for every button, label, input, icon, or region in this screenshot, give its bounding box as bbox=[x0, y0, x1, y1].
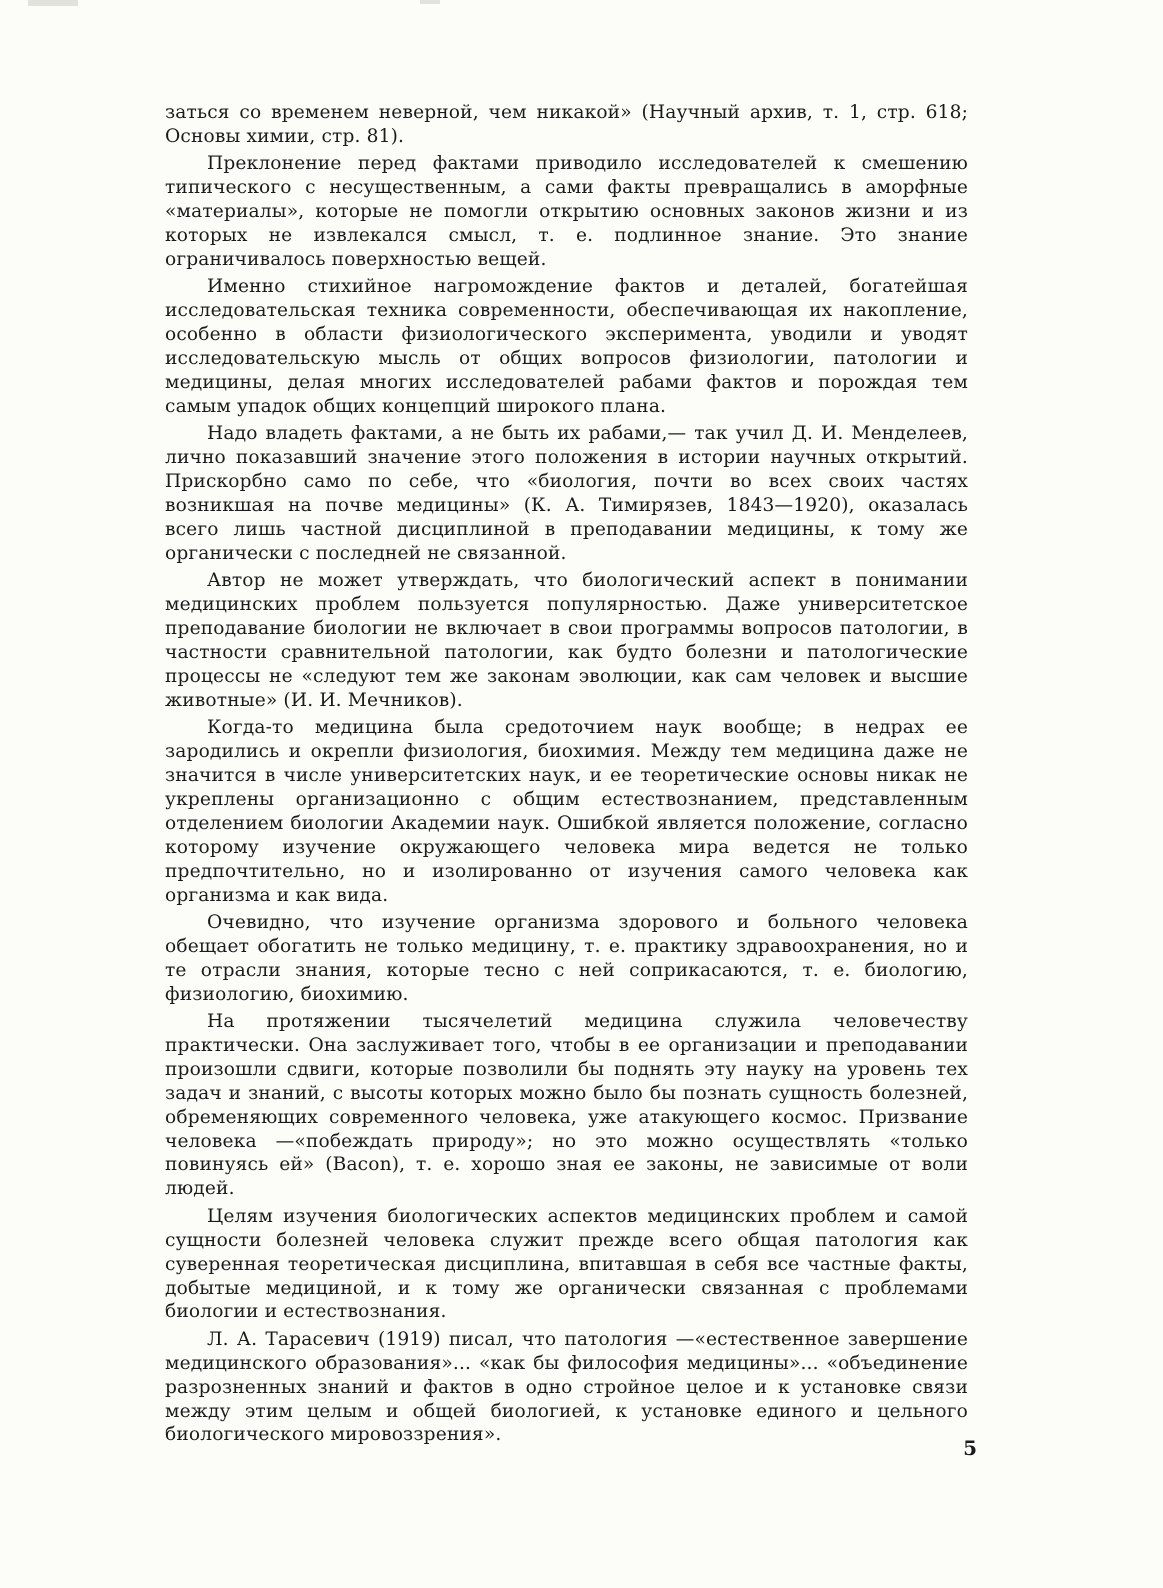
paragraph: Целям изучения биологических аспектов медицинских проблем и самой сущности болезней человека служит прежде всего общая патология как суверенная теоретическая дисциплина, впитавшая в себя все частные факты, добытые медициной, и к тому же органически связанная с проблемами биологии и естествознания. bbox=[165, 1205, 968, 1323]
paragraph: На протяжении тысячелетий медицина служила человечеству практически. Она заслуживает того, чтобы в ее организации и преподавании произошли сдвиги, которые позволили бы поднять эту науку на уровень тех задач и знаний, с высоты которых можно было бы познать сущность болезней, обременяющих современного человека, уже атакующего космос. Призвание человека —«побеждать природу»; но это можно осуществлять «только повинуясь ей» (Bacon), т. е. хорошо зная ее законы, не зависимые от воли людей. bbox=[165, 1011, 968, 1200]
body-text bbox=[165, 101, 968, 1451]
page-number: 5 bbox=[963, 1436, 977, 1460]
scan-artifact bbox=[420, 0, 440, 4]
paragraph: Преклонение перед фактами приводило исследователей к смешению типического с несущественным, а сами факты превращались в аморфные «материалы», которые не помогли открытию основных законов жизни и из которых не извлекался смысл, т. е. подлинное знание. Это знание ограничивалось поверхностью вещей. bbox=[165, 153, 968, 270]
paragraph: Л. А. Тарасевич (1919) писал, что патология —«естественное завершение медицинского образования»... «как бы философия медицины»... «объединение разрозненных знаний и фактов в одно стройное целое и к установке связи между этим целым и общей биологией, к установке единого и цельного биологического мировоззрения». bbox=[165, 1328, 968, 1446]
paragraph: Когда-то медицина была средоточием наук вообще; в недрах ее зародились и окрепли физиология, биохимия. Между тем медицина даже не значится в числе университетских наук, и ее теоретические основы никак не укреплены организационно с общим естествознанием, представленным отделением биологии Академии наук. Ошибкой является положение, согласно которому изучение окружающего человека мира ведется не только предпочтительно, но и изолированно от изучения самого человека как организма и как вида. bbox=[165, 717, 968, 906]
paragraph: Очевидно, что изучение организма здорового и больного человека обещает обогатить не только медицину, т. е. практику здравоохранения, но и те отрасли знания, которые тесно с ней соприкасаются, т. е. биологию, физиологию, биохимию. bbox=[165, 911, 968, 1005]
scan-artifact bbox=[28, 0, 78, 6]
paragraph: заться со временем неверной, чем никакой» (Научный архив, т. 1, стр. 618; Основы химии, стр. 81). bbox=[165, 102, 968, 147]
paragraph: Надо владеть фактами, а не быть их рабами,— так учил Д. И. Менделеев, лично показавший значение этого положения в истории научных открытий. Прискорбно само по себе, что «биология, почти во всех своих частях возникшая на почве медицины» (К. А. Тимирязев, 1843—1920), оказалась всего лишь частной дисциплиной в преподавании медицины, к тому же органически с последней не связанной. bbox=[165, 423, 968, 564]
paragraph: Автор не может утверждать, что биологический аспект в понимании медицинских проблем пользуется популярностью. Даже университетское преподавание биологии не включает в свои программы вопросов патологии, в частности сравнительной патологии, как будто болезни и патологические процессы не «следуют тем же законам эволюции, как сам человек и высшие животные» (И. И. Мечников). bbox=[165, 570, 968, 711]
paragraph: Именно стихийное нагромождение фактов и деталей, богатейшая исследовательская техника современности, обеспечивающая их накопление, особенно в области физиологического эксперимента, уводили и уводят исследовательскую мысль от общих вопросов физиологии, патологии и медицины, делая многих исследователей рабами фактов и порождая тем самым упадок общих концепций широкого плана. bbox=[165, 276, 968, 417]
